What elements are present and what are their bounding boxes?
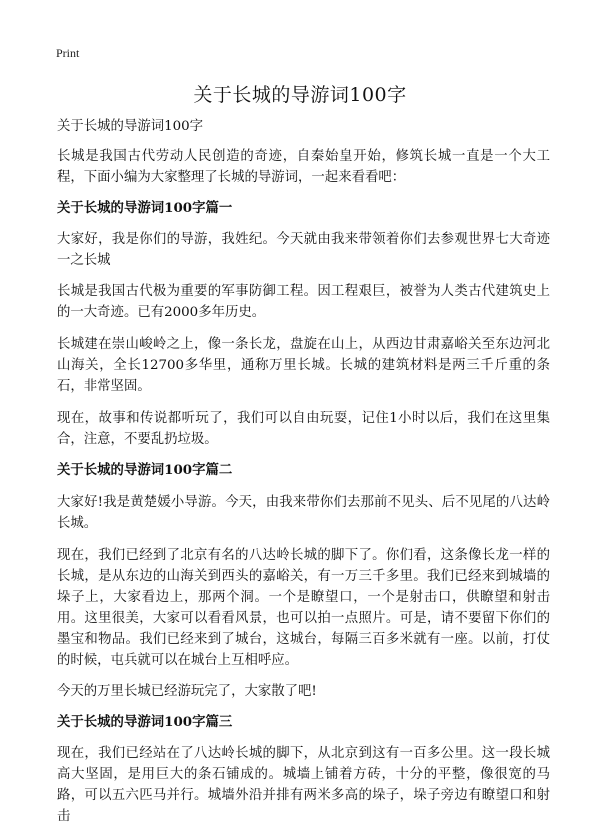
paragraph: 现在，我们已经到了北京有名的八达岭长城的脚下了。你们看，这条像长龙一样的长城，是从东边的山海关到西头的嘉峪关，有一万三千多里。我们已经来到城墙的垛子上，大家看边上，那两个洞。一个是瞭望口，一个是射击口，供瞭望和射击用。这里很美，大家可以看看风景，也可以拍一点照片。可是，请不要留下你们的墨宝和物品。我们已经来到了城台，这城台，每隔三百多米就有一座。以前，打仗的时候，屯兵就可以在城台上互相呼应。 [57,548,550,668]
section-heading-1: 关于长城的导游词100字篇一 [57,200,233,216]
page-title: 关于长城的导游词100字 [193,84,407,106]
paragraph: 现在，故事和传说都听玩了，我们可以自由玩耍，记住1小时以后，我们在这里集合，注意，不要乱扔垃圾。 [57,411,550,447]
paragraph: 长城建在崇山峻岭之上，像一条长龙，盘旋在山上，从西边甘肃嘉峪关至东边河北山海关，全长12700多华里，通称万里长城。长城的建筑材料是两三千斤重的条石，非常坚固。 [57,337,550,394]
paragraph-intro: 长城是我国古代劳动人民创造的奇迹，自秦始皇开始，修筑长城一直是一个大工程，下面小编为大家整理了长城的导游词，一起来看看吧： [57,149,550,185]
paragraph: 长城是我国古代极为重要的军事防御工程。因工程艰巨，被誉为人类古代建筑史上的一大奇迹。已有2000多年历史。 [57,284,550,320]
paragraph-intro-title: 关于长城的导游词100字 [57,119,204,134]
paragraph: 今天的万里长城已经游玩完了，大家散了吧! [57,684,317,699]
section-heading-2: 关于长城的导游词100字篇二 [57,462,233,478]
section-heading-3: 关于长城的导游词100字篇三 [57,714,233,730]
paragraph: 大家好!我是黄楚媛小导游。今天，由我来带你们去那前不见头、后不见尾的八达岭长城。 [57,495,550,531]
paragraph: 现在，我们已经站在了八达岭长城的脚下，从北京到这有一百多公里。这一段长城高大坚固，是用巨大的条石铺成的。城墙上铺着方砖，十分的平整，像很宽的马路，可以五六匹马并行。城墙外沿并排有两米多高的垛子，垛子旁边有瞭望口和射击 [57,746,550,824]
paragraph: 大家好，我是你们的导游，我姓纪。今天就由我来带领着你们去参观世界七大奇迹一之长城 [57,232,550,268]
article-body [57,116,550,827]
print-link[interactable]: Print [56,46,80,60]
